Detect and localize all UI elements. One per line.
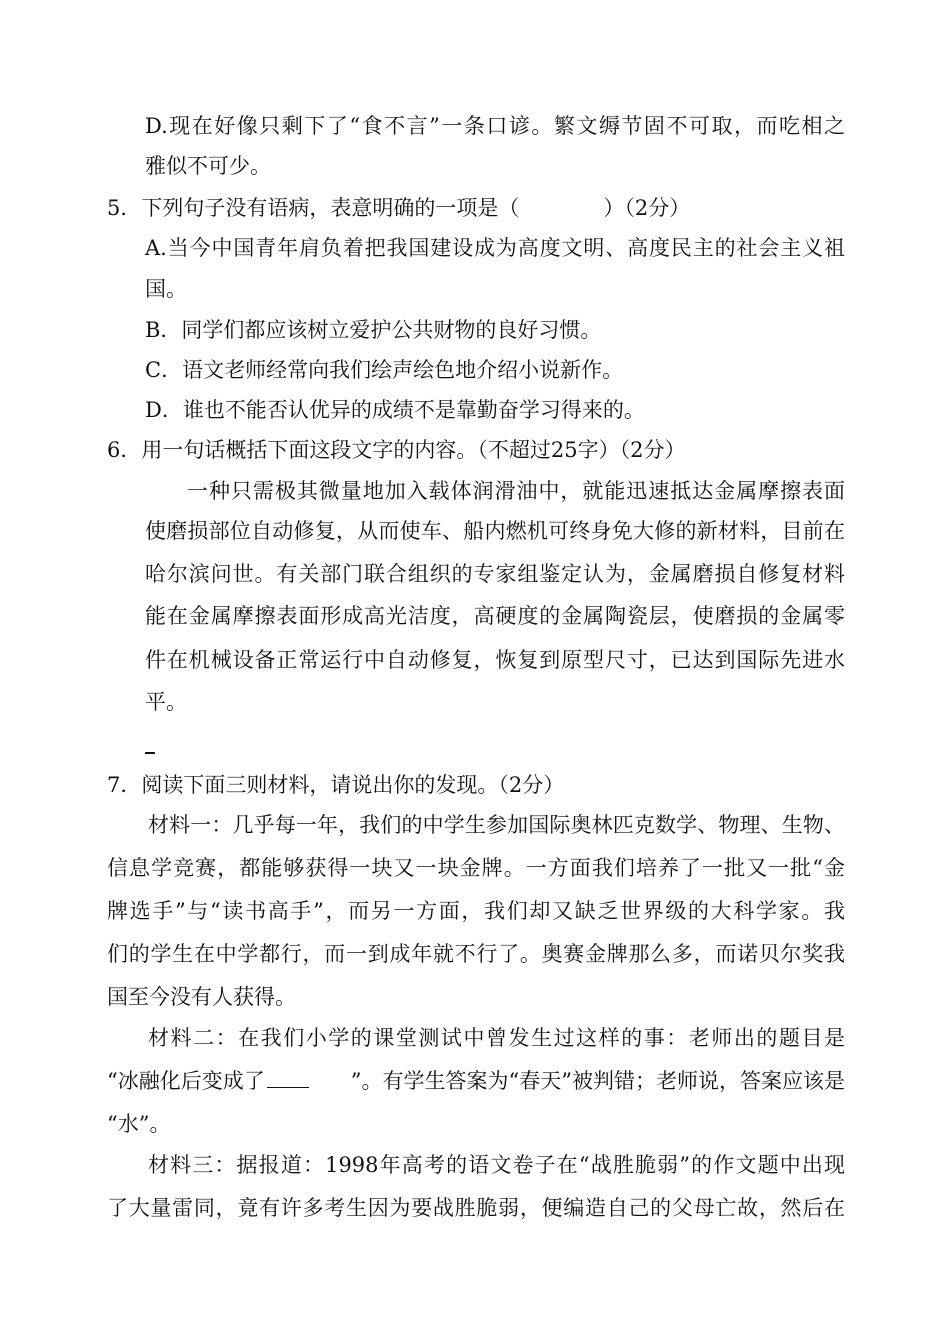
q6-stem: 6．用一句话概括下面这段文字的内容。（不超过25字）（2分） — [107, 438, 686, 462]
q7-stem: 7．阅读下面三则材料，请说出你的发现。（2分） — [107, 773, 565, 797]
q6-passage-line4: 能在金属摩擦表面形成高光洁度，高硬度的金属陶瓷层，使磨损的金属零 — [145, 604, 845, 628]
q6-passage-line1: 一种只需极其微量地加入载体润滑油中，就能迅速抵达金属摩擦表面 — [187, 479, 845, 503]
fill-in-blank — [267, 1067, 309, 1088]
material-3-line2: 了大量雷同，竟有许多考生因为要战胜脆弱，便编造自己的父母亡故，然后在 — [107, 1196, 845, 1220]
q6-passage-line5: 件在机械设备正常运行中自动修复，恢复到原型尺寸，已达到国际先进水 — [145, 648, 845, 672]
material-2-line2-part1: “冰融化后变成了 — [107, 1066, 311, 1096]
material-1-line4: 们的学生在中学都行，而一到成年就不行了。奥赛金牌那么多，而诺贝尔奖我 — [107, 942, 845, 966]
q4-option-d-line1: D.现在好像只剩下了“食不言”一条口谚。繁文缛节固不可取，而吃相之 — [145, 114, 845, 138]
q5-option-b: B．同学们都应该树立爱护公共财物的良好习惯。 — [145, 318, 602, 342]
material-2-line2 — [107, 1066, 845, 1096]
material-3-line1: 材料三：据报道：1998年高考的语文卷子在“战胜脆弱”的作文题中出现 — [148, 1153, 845, 1177]
material-2-line1: 材料二：在我们小学的课堂测试中曾发生过这样的事：老师出的题目是 — [148, 1026, 845, 1050]
q4-option-d-line2: 雅似不可少。 — [145, 154, 271, 178]
answer-dash — [145, 752, 155, 754]
q5-option-d: D．谁也不能否认优异的成绩不是靠勤奋学习得来的。 — [145, 398, 645, 422]
q6-passage-line2: 使磨损部位自动修复，从而使车、船内燃机可终身免大修的新材料，目前在 — [145, 519, 845, 543]
material-1-line1: 材料一：几乎每一年，我们的中学生参加国际奥林匹克数学、物理、生物、 — [148, 813, 845, 837]
q6-passage-line3: 哈尔滨问世。有关部门联合组织的专家组鉴定认为，金属磨损自修复材料 — [145, 562, 845, 586]
q6-passage-line6: 平。 — [145, 690, 187, 714]
material-1-line5: 国至今没有人获得。 — [107, 985, 296, 1009]
q5-option-a-line1: A.当今中国青年肩负着把我国建设成为高度文明、高度民主的社会主义祖 — [145, 236, 845, 260]
material-1-line3: 牌选手”与“读书高手”，而另一方面，我们却又缺乏世界级的大科学家。我 — [107, 899, 845, 923]
material-1-line2: 信息学竞赛，都能够获得一块又一块金牌。一方面我们培养了一批又一批“金 — [107, 856, 845, 880]
q5-option-c: C．语文老师经常向我们绘声绘色地介绍小说新作。 — [145, 358, 624, 382]
q5-option-a-line2: 国。 — [145, 277, 187, 301]
material-2-line3: “水”。 — [107, 1112, 171, 1136]
q5-stem: 5．下列句子没有语病，表意明确的一项是（ ）（2分） — [107, 196, 691, 220]
material-2-line2-part2: ”。有学生答案为“春天”被判错；老师说，答案应该是 — [350, 1069, 845, 1093]
